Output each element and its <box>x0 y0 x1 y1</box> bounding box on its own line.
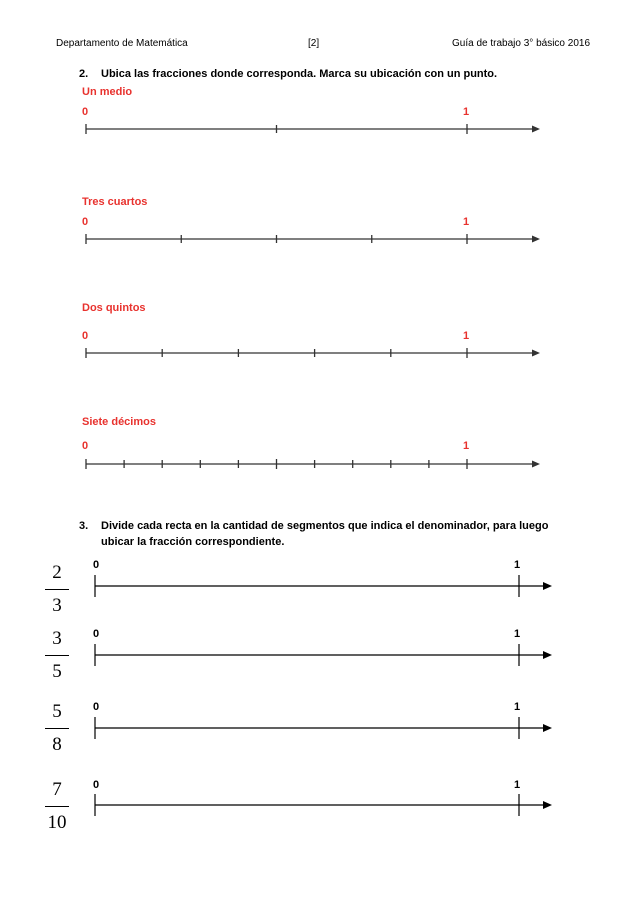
q2-line-2-label: Tres cuartos <box>82 196 148 208</box>
q2-line-1-zero: 0 <box>82 106 89 118</box>
q3-fraction-4-numerator: 7 <box>52 779 62 800</box>
q2-line-3-label: Dos quintos <box>82 302 146 314</box>
q3-line-2-zero: 0 <box>93 628 100 640</box>
q3-fraction-3-numerator: 5 <box>52 701 62 722</box>
question-3-text-line1: Divide cada recta en la cantidad de segmentos que indica el denominador, para luego <box>101 520 549 532</box>
q3-line-2-arrow <box>543 651 552 659</box>
q2-line-4-zero: 0 <box>82 440 89 452</box>
question-3-text-line2: ubicar la fracción correspondiente. <box>101 536 285 548</box>
question-2-text: Ubica las fracciones donde corresponda. Marca su ubicación con un punto. <box>101 68 498 80</box>
question-3-number: 3. <box>79 520 89 532</box>
q3-line-3-arrow <box>543 724 552 732</box>
q3-line-3-one: 1 <box>514 701 521 713</box>
q3-line-4-arrow <box>543 801 552 809</box>
q2-line-3-one: 1 <box>463 330 470 342</box>
header-page-number: [2] <box>308 38 320 49</box>
header-guide-title: Guía de trabajo 3° básico 2016 <box>452 38 590 49</box>
q3-line-1-arrow <box>543 582 552 590</box>
q2-line-4-one: 1 <box>463 440 470 452</box>
q2-line-3-zero: 0 <box>82 330 89 342</box>
q2-line-4-arrow <box>532 461 540 468</box>
q2-line-1-one: 1 <box>463 106 470 118</box>
q2-line-2-zero: 0 <box>82 216 89 228</box>
q3-line-2-one: 1 <box>514 628 521 640</box>
q3-fraction-3-denominator: 8 <box>52 734 62 755</box>
q3-fraction-1-denominator: 3 <box>52 595 62 616</box>
q3-line-1-zero: 0 <box>93 559 100 571</box>
q2-line-1-label: Un medio <box>82 86 133 98</box>
q3-fraction-1-numerator: 2 <box>52 562 62 583</box>
q3-line-4-one: 1 <box>514 779 521 791</box>
question-2-number: 2. <box>79 68 89 80</box>
q3-line-4-zero: 0 <box>93 779 100 791</box>
q2-line-3-arrow <box>532 350 540 357</box>
q2-line-2-arrow <box>532 236 540 243</box>
q2-line-2-one: 1 <box>463 216 470 228</box>
q3-line-1-one: 1 <box>514 559 521 571</box>
q2-line-4-label: Siete décimos <box>82 416 156 428</box>
header-department: Departamento de Matemática <box>56 38 188 49</box>
q3-fraction-2-numerator: 3 <box>52 628 62 649</box>
q3-line-3-zero: 0 <box>93 701 100 713</box>
q3-fraction-4-denominator: 10 <box>47 812 67 833</box>
q2-line-1-arrow <box>532 126 540 133</box>
q3-fraction-2-denominator: 5 <box>52 661 62 682</box>
